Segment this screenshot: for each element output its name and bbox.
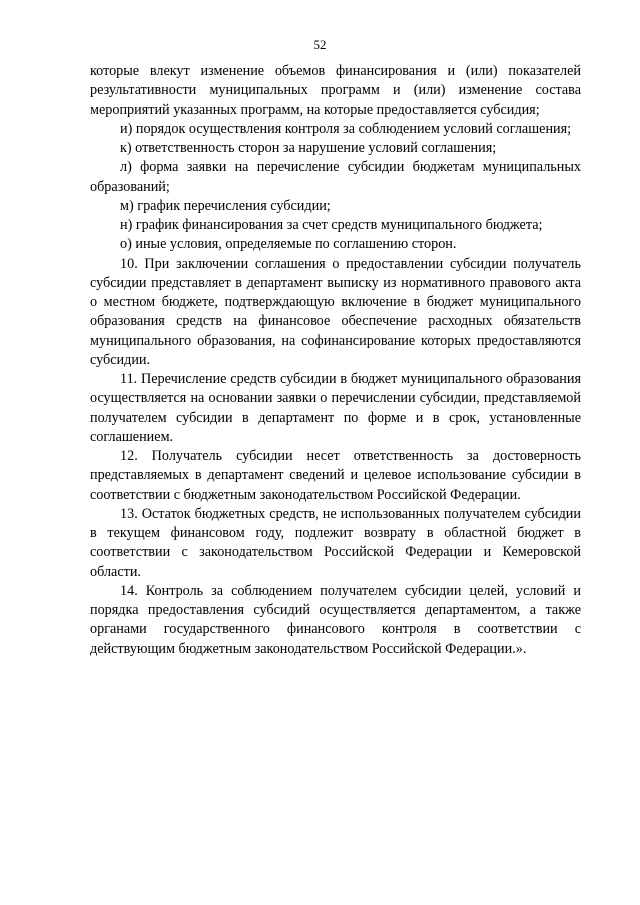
clause-14: 14. Контроль за соблюдением получателем субсидии целей, условий и порядка предоставления субсидий осуществляется департаментом, а также органами государственного финансового контроля в соответствии с действующим бюджетным законодательством Российской Федерации.». [90, 582, 581, 657]
list-item-o: о) иные условия, определяемые по соглашению сторон. [120, 236, 457, 253]
list-item-i: и) порядок осуществления контроля за соблюдением условий соглашения; [120, 120, 572, 137]
list-item-l: л) форма заявки на перечисление субсидии бюджетам муниципальных образований; [90, 159, 581, 195]
document-body [90, 62, 581, 659]
list-item-m: м) график перечисления субсидии; [120, 197, 331, 214]
paragraph-continuation: которые влекут изменение объемов финансирования и (или) показателей результативности муниципальных программ и (или) изменение состава мероприятий указанных программ, на которые предоставляется субсидия; [90, 63, 581, 118]
clause-13: 13. Остаток бюджетных средств, не использованных получателем субсидии в текущем финансовом году, подлежит возврату в областной бюджет в соответствии с законодательством Российской Федерации и Кемеровской области. [90, 505, 581, 580]
clause-11: 11. Перечисление средств субсидии в бюджет муниципального образования осуществляется на основании заявки о перечислении субсидии, представляемой получателем субсидии в департамент по форме и в срок, установленные соглашением. [90, 371, 581, 445]
list-item-k: к) ответственность сторон за нарушение условий соглашения; [120, 140, 497, 156]
clause-12: 12. Получатель субсидии несет ответственность за достоверность представляемых в департамент сведений и целевое использование субсидии в соответствии с бюджетным законодательством Российской Федерации. [90, 448, 581, 503]
page-number: 52 [313, 37, 327, 52]
list-item-n: н) график финансирования за счет средств муниципального бюджета; [120, 217, 543, 233]
clause-10: 10. При заключении соглашения о предоставлении субсидии получатель субсидии представляет в департамент выписку из нормативного правового акта о местном бюджете, подтверждающую включение в бюджет муниципального образования средств на финансовое обеспечение расходных обязательств муниципального образования, на софинансирование которых предоставляются субсидии. [90, 255, 581, 368]
